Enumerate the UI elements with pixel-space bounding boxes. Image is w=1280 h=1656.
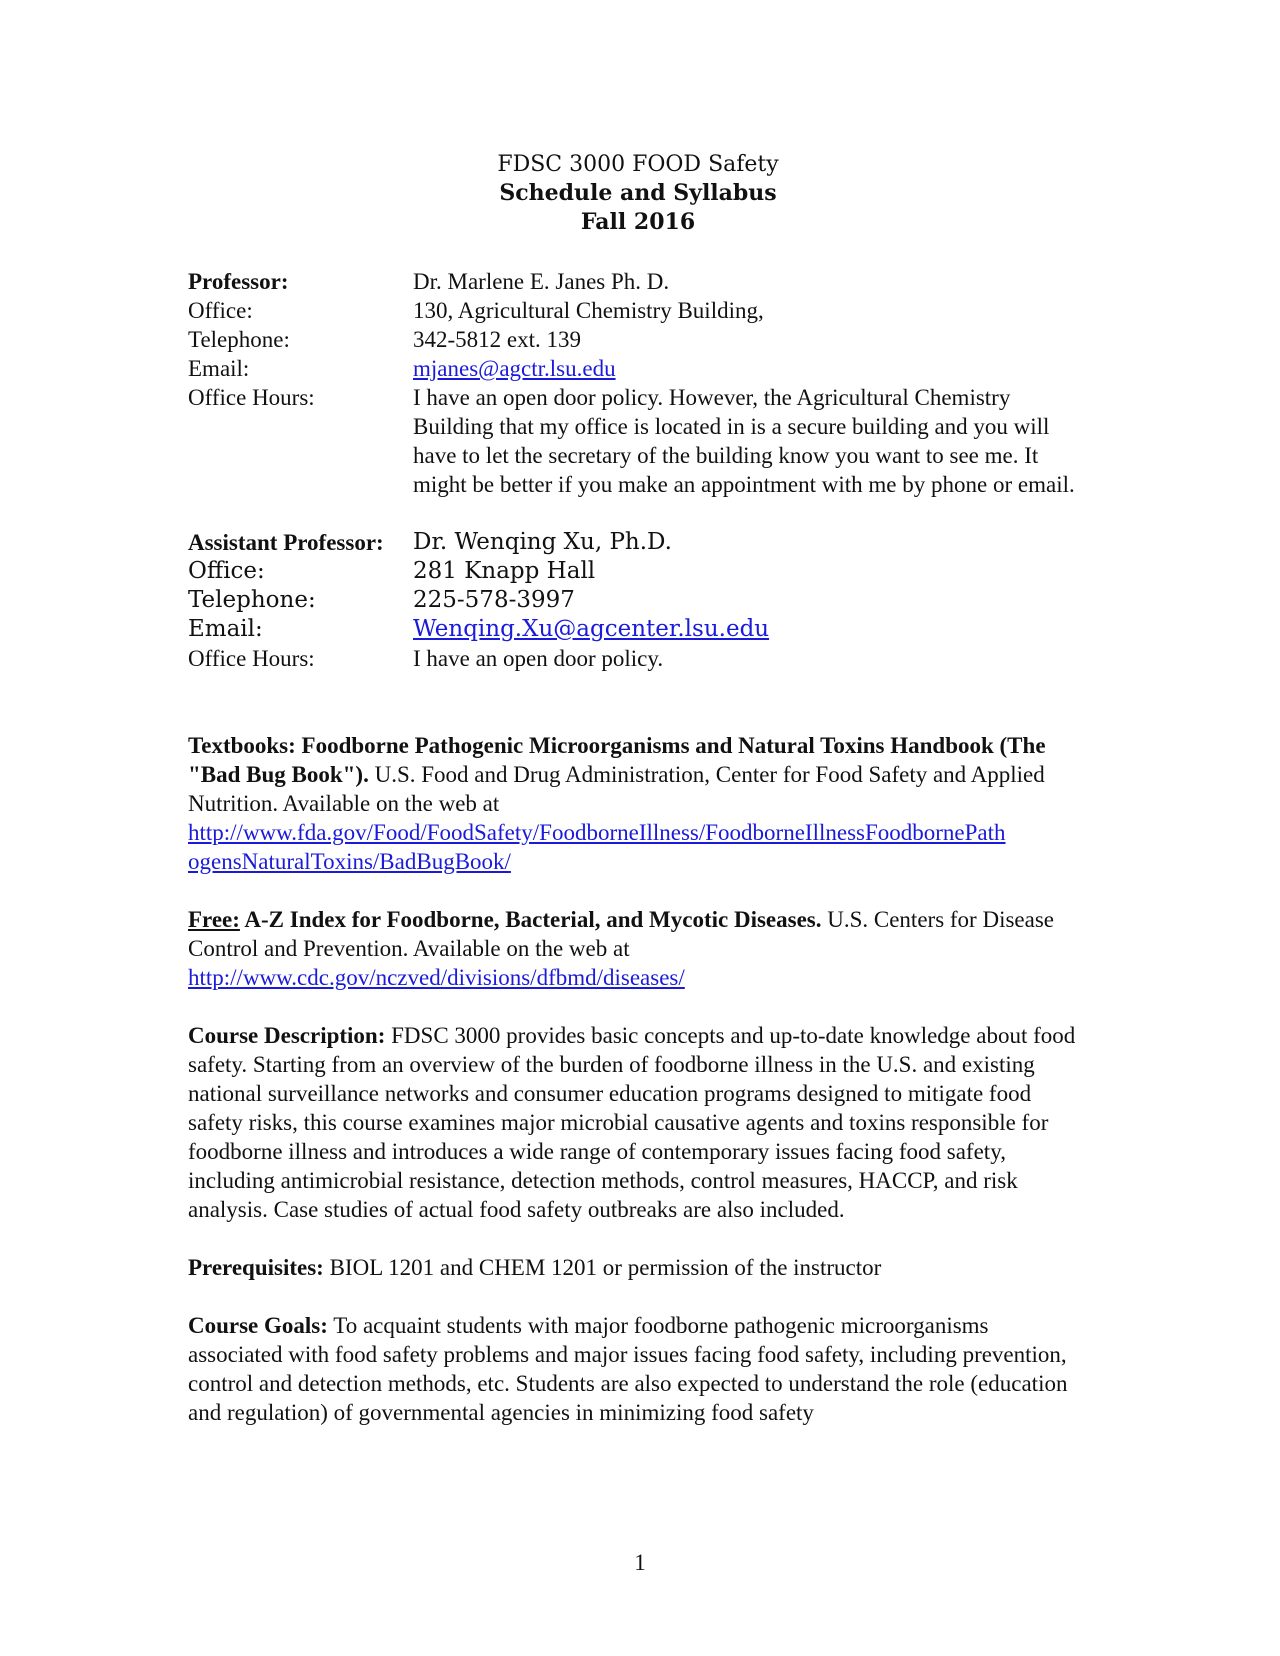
textbook-url-part2: ogensNaturalToxins/BadBugBook/: [188, 849, 511, 874]
email-label: Email:: [188, 616, 263, 642]
free-resource-section: [188, 905, 1088, 992]
cdc-url-link[interactable]: http://www.cdc.gov/nczved/divisions/dfbmd/diseases/: [188, 965, 685, 990]
page-number: 1: [634, 1550, 646, 1575]
telephone-label: Telephone:: [188, 327, 290, 352]
document-header: [188, 150, 1088, 237]
office-hours-label: Office Hours:: [188, 646, 315, 671]
document-subtitle: Schedule and Syllabus: [499, 180, 777, 206]
assistant-telephone: 225-578-3997: [413, 587, 575, 613]
course-description-text: FDSC 3000 provides basic concepts and up-to-date knowledge about food safety. Starting from an overview of the burden of foodborne illness in the U.S. and existing national surveillance networks and consumer education programs designed to mitigate food safety risks, this course examines major microbial causative agents and toxins responsible for foodborne illness and introduces a wide range of contemporary issues facing food safety, including antimicrobial resistance, detection methods, control measures, HACCP, and risk analysis. Case studies of actual food safety outbreaks are also included.: [188, 1023, 1076, 1222]
office-label: Office:: [188, 298, 253, 323]
assistant-professor-info: [188, 528, 1088, 673]
professor-office: 130, Agricultural Chemistry Building,: [413, 298, 764, 323]
assistant-office-hours: I have an open door policy.: [413, 646, 664, 671]
professor-telephone: 342-5812 ext. 139: [413, 327, 582, 352]
textbooks-label: Textbooks: Foodborne Pathogenic Microorganisms and Natural Toxins Handbook (The "Bad Bug Book").: [188, 733, 1046, 787]
professor-info: [188, 267, 1088, 499]
prerequisites-section: [188, 1253, 1088, 1282]
free-resource-text: U.S. Centers for Disease Control and Prevention. Available on the web at: [188, 907, 1054, 961]
textbooks-text: U.S. Food and Drug Administration, Center for Food Safety and Applied Nutrition. Available on the web at: [188, 762, 1045, 816]
course-goals-section: [188, 1311, 1088, 1427]
telephone-label: Telephone:: [188, 587, 316, 613]
document-page: [188, 150, 1088, 1427]
textbooks-section: [188, 731, 1088, 876]
course-goals-label: Course Goals:: [188, 1313, 328, 1338]
free-label: Free:: [188, 907, 240, 932]
prerequisites-text: BIOL 1201 and CHEM 1201 or permission of the instructor: [323, 1255, 882, 1280]
email-label: Email:: [188, 356, 250, 381]
professor-label: Professor:: [188, 269, 289, 294]
assistant-professor-name: Dr. Wenqing Xu, Ph.D.: [413, 529, 672, 555]
course-description-label: Course Description:: [188, 1023, 386, 1048]
semester: Fall 2016: [580, 209, 696, 235]
textbook-url-link[interactable]: [188, 820, 1006, 874]
assistant-office: 281 Knapp Hall: [413, 558, 596, 584]
course-title: FDSC 3000 FOOD Safety: [497, 152, 779, 177]
office-hours-label: Office Hours:: [188, 385, 315, 410]
office-label: Office:: [188, 558, 265, 584]
professor-email-link[interactable]: mjanes@agctr.lsu.edu: [413, 356, 616, 381]
professor-office-hours: I have an open door policy. However, the Agricultural Chemistry Building that my office is located in is a secure building and you will have to let the secretary of the building know you want to see me. It might be better if you make an appointment with me by phone or email.: [413, 385, 1075, 497]
course-description-section: [188, 1021, 1088, 1224]
assistant-professor-label: Assistant Professor:: [188, 530, 384, 555]
free-resource-title: A-Z Index for Foodborne, Bacterial, and Mycotic Diseases.: [239, 907, 822, 932]
prerequisites-label: Prerequisites:: [188, 1255, 324, 1280]
assistant-email-link[interactable]: Wenqing.Xu@agcenter.lsu.edu: [413, 616, 770, 642]
textbook-url-part1: http://www.fda.gov/Food/FoodSafety/FoodborneIllness/FoodborneIllnessFoodbornePath: [188, 820, 1006, 845]
professor-name: Dr. Marlene E. Janes Ph. D.: [413, 269, 670, 294]
course-goals-text: To acquaint students with major foodborne pathogenic microorganisms associated with food safety problems and major issues facing food safety, including prevention, control and detection methods, etc. Students are also expected to understand the role (education and regulation) of governmental agencies in minimizing food safety: [188, 1313, 1068, 1425]
